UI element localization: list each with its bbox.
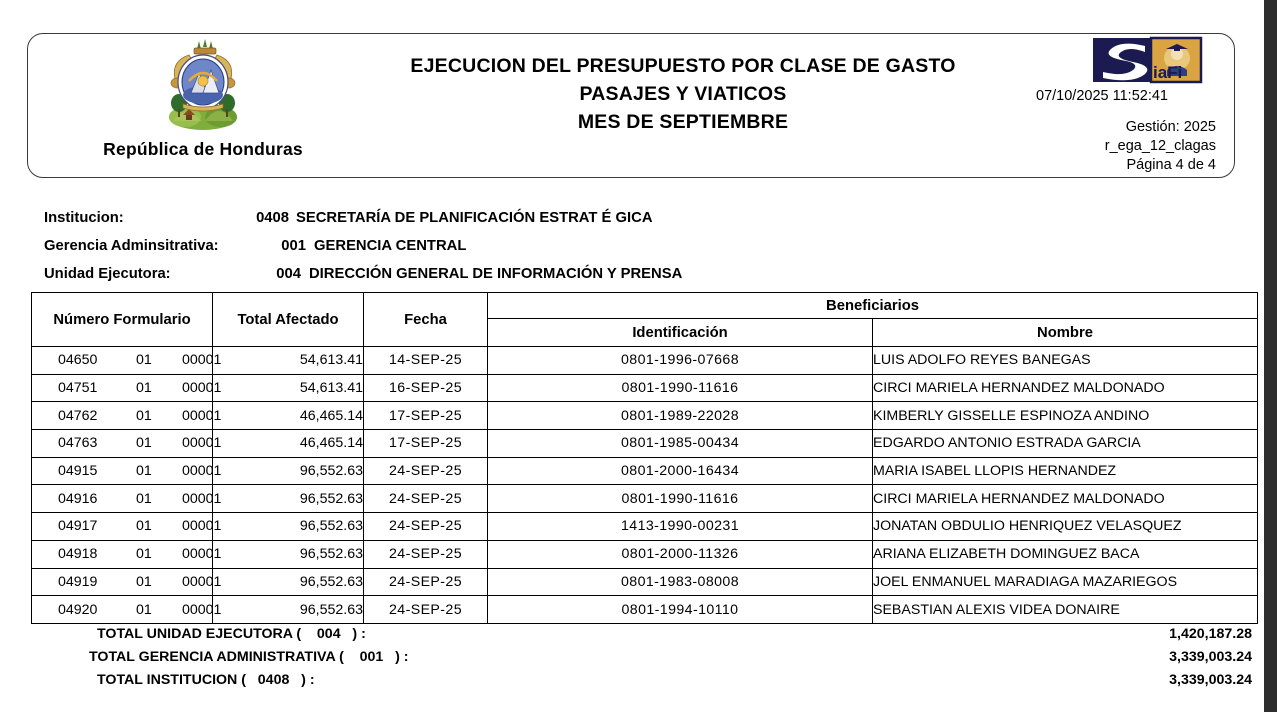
total-value: 3,339,003.24 [1169,672,1252,688]
total-value: 3,339,003.24 [1169,649,1252,665]
total-row [31,626,1258,649]
cell-fecha: 17-SEP-25 [364,430,488,458]
info-row-institucion [44,210,1044,238]
cell-nombre: JOEL ENMANUEL MARADIAGA MAZARIEGOS [873,568,1258,596]
cell-identificacion: 1413-1990-00231 [488,513,873,541]
cell-identificacion: 0801-2000-16434 [488,457,873,485]
cell-identificacion: 0801-2000-11326 [488,540,873,568]
form-number-part-c: 00001 [182,601,222,618]
table-row [32,457,1258,485]
cell-total-afectado: 54,613.41 [213,374,364,402]
table-row [32,540,1258,568]
form-number-part-b: 01 [136,463,152,480]
cell-total-afectado: 96,552.63 [213,513,364,541]
form-number-part-b: 01 [136,380,152,397]
cell-nombre: MARIA ISABEL LLOPIS HERNANDEZ [873,457,1258,485]
cell-fecha: 24-SEP-25 [364,596,488,624]
info-row-gerencia [44,238,1044,266]
svg-text:iaFi: iaFi [1153,63,1183,82]
cell-identificacion: 0801-1983-08008 [488,568,873,596]
page-edge-band [1264,0,1277,712]
cell-numero-formulario [32,430,222,458]
cell-numero-formulario [32,457,222,485]
cell-identificacion: 0801-1994-10110 [488,596,873,624]
cell-numero-formulario [32,347,222,375]
form-number-part-b: 01 [136,546,152,563]
report-title-block [338,52,1028,136]
form-number-part-a: 04751 [58,380,98,397]
report-title-line-3: MES DE SEPTIEMBRE [577,111,789,133]
cell-total-afectado: 96,552.63 [213,568,364,596]
form-number-part-c: 00001 [182,435,222,452]
cell-fecha: 24-SEP-25 [364,457,488,485]
unidad-name: DIRECCIÓN GENERAL DE INFORMACIÓN Y PRENSA [309,266,683,282]
report-title-line-1: EJECUCION DEL PRESUPUESTO POR CLASE DE GASTO [410,55,956,77]
siafi-logo-icon [1093,36,1203,86]
info-row-unidad [44,266,1044,294]
gerencia-name: GERENCIA CENTRAL [314,238,467,254]
table-header-row-1 [32,293,1258,319]
table-row [32,374,1258,402]
table-row [32,347,1258,375]
form-number-part-c: 00001 [182,573,222,590]
cell-total-afectado: 96,552.63 [213,540,364,568]
institucion-label: Institucion: [44,210,124,226]
form-number-part-b: 01 [136,518,152,535]
total-value: 1,420,187.28 [1169,626,1252,642]
cell-identificacion: 0801-1985-00434 [488,430,873,458]
form-number-part-a: 04915 [58,463,98,480]
form-number-part-a: 04918 [58,546,98,563]
institucion-code: 0408 [256,210,289,226]
form-number-part-c: 00001 [182,407,222,424]
form-number-part-c: 00001 [182,380,222,397]
cell-total-afectado: 46,465.14 [213,402,364,430]
report-page-number: Página 4 de 4 [1126,157,1216,173]
cell-fecha: 24-SEP-25 [364,540,488,568]
cell-total-afectado: 96,552.63 [213,596,364,624]
report-title-line-2: PASAJES Y VIATICOS [579,83,787,105]
col-header-total-afectado: Total Afectado [213,293,364,347]
cell-nombre: LUIS ADOLFO REYES BANEGAS [873,347,1258,375]
cell-nombre: KIMBERLY GISSELLE ESPINOZA ANDINO [873,402,1258,430]
cell-nombre: CIRCI MARIELA HERNANDEZ MALDONADO [873,485,1258,513]
total-label: TOTAL GERENCIA ADMINISTRATIVA ( 001 ) : [89,649,409,665]
cell-fecha: 24-SEP-25 [364,485,488,513]
cell-nombre: CIRCI MARIELA HERNANDEZ MALDONADO [873,374,1258,402]
gerencia-label: Gerencia Adminsitrativa: [44,238,219,254]
cell-nombre: SEBASTIAN ALEXIS VIDEA DONAIRE [873,596,1258,624]
report-header-frame [27,33,1235,178]
cell-identificacion: 0801-1989-22028 [488,402,873,430]
cell-numero-formulario [32,402,222,430]
cell-fecha: 16-SEP-25 [364,374,488,402]
form-number-part-c: 00001 [182,518,222,535]
form-number-part-c: 00001 [182,546,222,563]
honduras-coat-of-arms-icon [153,37,253,137]
cell-fecha: 14-SEP-25 [364,347,488,375]
gerencia-code: 001 [281,238,306,254]
cell-nombre: JONATAN OBDULIO HENRIQUEZ VELASQUEZ [873,513,1258,541]
form-number-part-b: 01 [136,352,152,369]
table-row [32,402,1258,430]
unidad-label: Unidad Ejecutora: [44,266,171,282]
cell-identificacion: 0801-1996-07668 [488,347,873,375]
cell-identificacion: 0801-1990-11616 [488,374,873,402]
table-row [32,485,1258,513]
cell-numero-formulario [32,596,222,624]
cell-fecha: 24-SEP-25 [364,568,488,596]
table-row [32,596,1258,624]
report-meta-block [988,36,1218,175]
form-number-part-a: 04650 [58,352,98,369]
form-number-part-a: 04919 [58,573,98,590]
form-number-part-a: 04763 [58,435,98,452]
report-code: r_ega_12_clagas [1104,138,1216,154]
cell-numero-formulario [32,374,222,402]
col-header-nombre: Nombre [873,319,1258,347]
form-number-part-c: 00001 [182,490,222,507]
table-row [32,568,1258,596]
cell-total-afectado: 54,613.41 [213,347,364,375]
institution-info-block [44,210,1044,294]
coat-of-arms-caption: República de Honduras [103,139,303,159]
coat-of-arms-block [68,37,338,160]
total-row [31,649,1258,672]
form-number-part-b: 01 [136,407,152,424]
table-body [32,347,1258,624]
cell-numero-formulario [32,568,222,596]
form-number-part-b: 01 [136,435,152,452]
col-header-numero-formulario: Número Formulario [32,293,213,347]
budget-execution-table [31,292,1258,624]
cell-numero-formulario [32,513,222,541]
cell-total-afectado: 96,552.63 [213,485,364,513]
form-number-part-a: 04762 [58,407,98,424]
form-number-part-a: 04916 [58,490,98,507]
table-row [32,430,1258,458]
form-number-part-a: 04917 [58,518,98,535]
table-head [32,293,1258,347]
report-datetime: 07/10/2025 11:52:41 [1036,88,1168,104]
total-row [31,672,1258,695]
cell-nombre: ARIANA ELIZABETH DOMINGUEZ BACA [873,540,1258,568]
cell-fecha: 17-SEP-25 [364,402,488,430]
report-gestion: Gestión: 2025 [1125,119,1216,135]
cell-total-afectado: 46,465.14 [213,430,364,458]
totals-block [31,626,1258,695]
col-header-beneficiarios: Beneficiarios [488,293,1258,319]
form-number-part-c: 00001 [182,352,222,369]
cell-fecha: 24-SEP-25 [364,513,488,541]
cell-identificacion: 0801-1990-11616 [488,485,873,513]
table-row [32,513,1258,541]
form-number-part-b: 01 [136,601,152,618]
cell-total-afectado: 96,552.63 [213,457,364,485]
form-number-part-b: 01 [136,573,152,590]
cell-numero-formulario [32,485,222,513]
cell-numero-formulario [32,540,222,568]
form-number-part-b: 01 [136,490,152,507]
form-number-part-a: 04920 [58,601,98,618]
total-label: TOTAL INSTITUCION ( 0408 ) : [97,672,315,688]
total-label: TOTAL UNIDAD EJECUTORA ( 004 ) : [97,626,366,642]
col-header-identificacion: Identificación [488,319,873,347]
col-header-fecha: Fecha [364,293,488,347]
form-number-part-c: 00001 [182,463,222,480]
cell-nombre: EDGARDO ANTONIO ESTRADA GARCIA [873,430,1258,458]
institucion-name: SECRETARÍA DE PLANIFICACIÓN ESTRAT É GICA [296,210,653,226]
unidad-code: 004 [276,266,301,282]
